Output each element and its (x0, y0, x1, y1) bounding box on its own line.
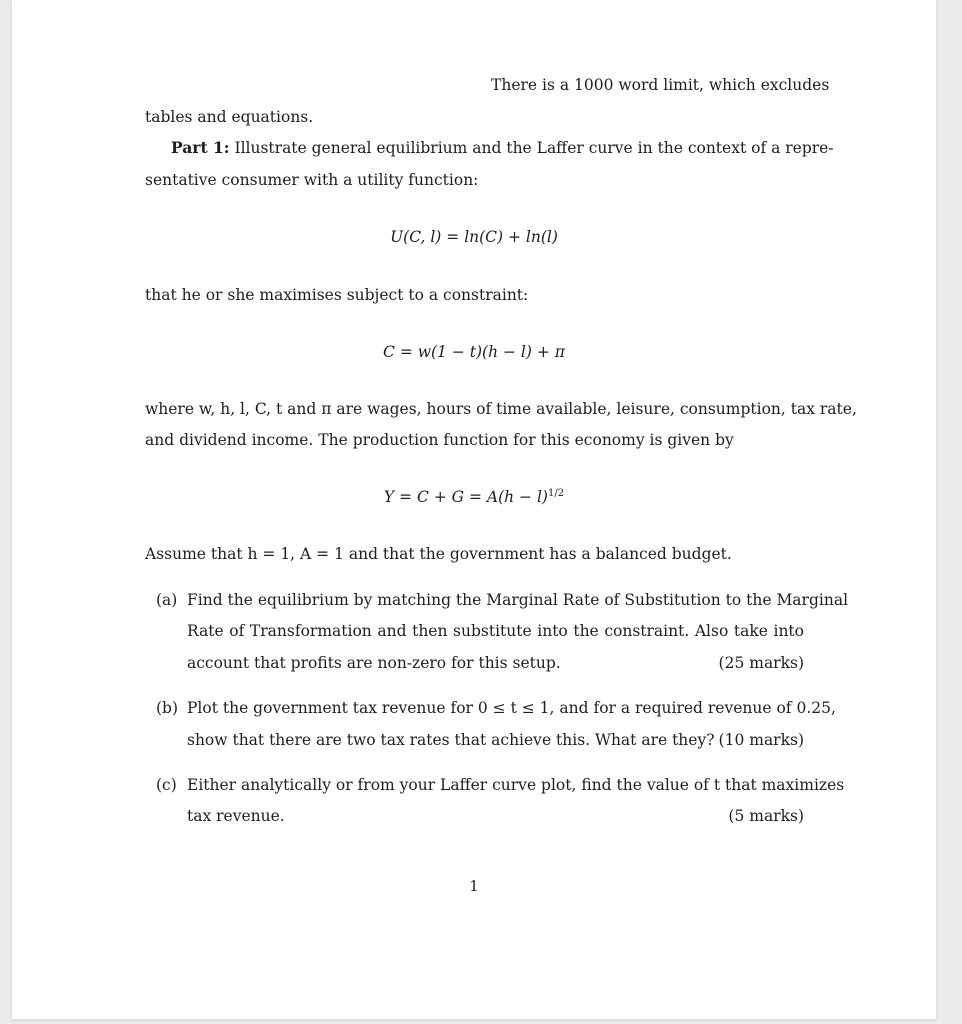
question-b-line-1: Plot the government tax revenue for 0 ≤ t ≤ 1, and for a required revenue of 0.25, (187, 699, 836, 717)
assumption-line: Assume that h = 1, A = 1 and that the government has a balanced budget. (145, 545, 732, 563)
page-number: 1 (469, 877, 479, 895)
question-a-line-2: Rate of Transformation and then substitute into the constraint. Also take into (187, 622, 804, 640)
part1-line-1: Illustrate general equilibrium and the Laffer curve in the context of a repre- (234, 139, 834, 157)
question-b-label: (b) (156, 699, 179, 717)
question-c-label: (c) (156, 776, 177, 794)
question-c-marks: (5 marks) (728, 807, 804, 825)
utility-equation: U(C, l) = ln(C) + ln(l) (390, 228, 558, 246)
question-c-line-2: tax revenue. (5 marks) (187, 807, 804, 825)
question-a-line-3: account that profits are non-zero for this setup. (25 marks) (187, 654, 804, 672)
question-b-line-2: show that there are two tax rates that achieve this. What are they? (10 marks) (187, 731, 804, 749)
where-line-2: and dividend income. The production function for this economy is given by (145, 431, 734, 449)
question-c-line-1: Either analytically or from your Laffer curve plot, find the value of t that maximizes (187, 776, 845, 794)
document-page (12, 0, 936, 1019)
question-a-marks: (25 marks) (718, 654, 804, 672)
intro-line-2: tables and equations. (145, 108, 314, 126)
question-a-line-1: Find the equilibrium by matching the Marginal Rate of Substitution to the Marginal (187, 591, 849, 609)
production-exponent: 1/2 (547, 487, 565, 499)
constraint-equation: C = w(1 − t)(h − l) + π (383, 343, 565, 361)
question-a-label: (a) (156, 591, 178, 609)
intro-line-1: There is a 1000 word limit, which excludes (491, 76, 830, 94)
part1-label: Part 1: (171, 138, 230, 157)
constraint-intro: that he or she maximises subject to a constraint: (145, 286, 529, 304)
where-line-1: where w, h, l, C, t and π are wages, hours of time available, leisure, consumption, tax rate, (145, 400, 857, 418)
part1-line-2: sentative consumer with a utility function: (145, 171, 479, 189)
question-b-marks: (10 marks) (718, 731, 804, 749)
production-equation: $Y = C + G = A(h - l)^{1/2}$ (383, 487, 565, 506)
part1-heading (171, 138, 834, 158)
